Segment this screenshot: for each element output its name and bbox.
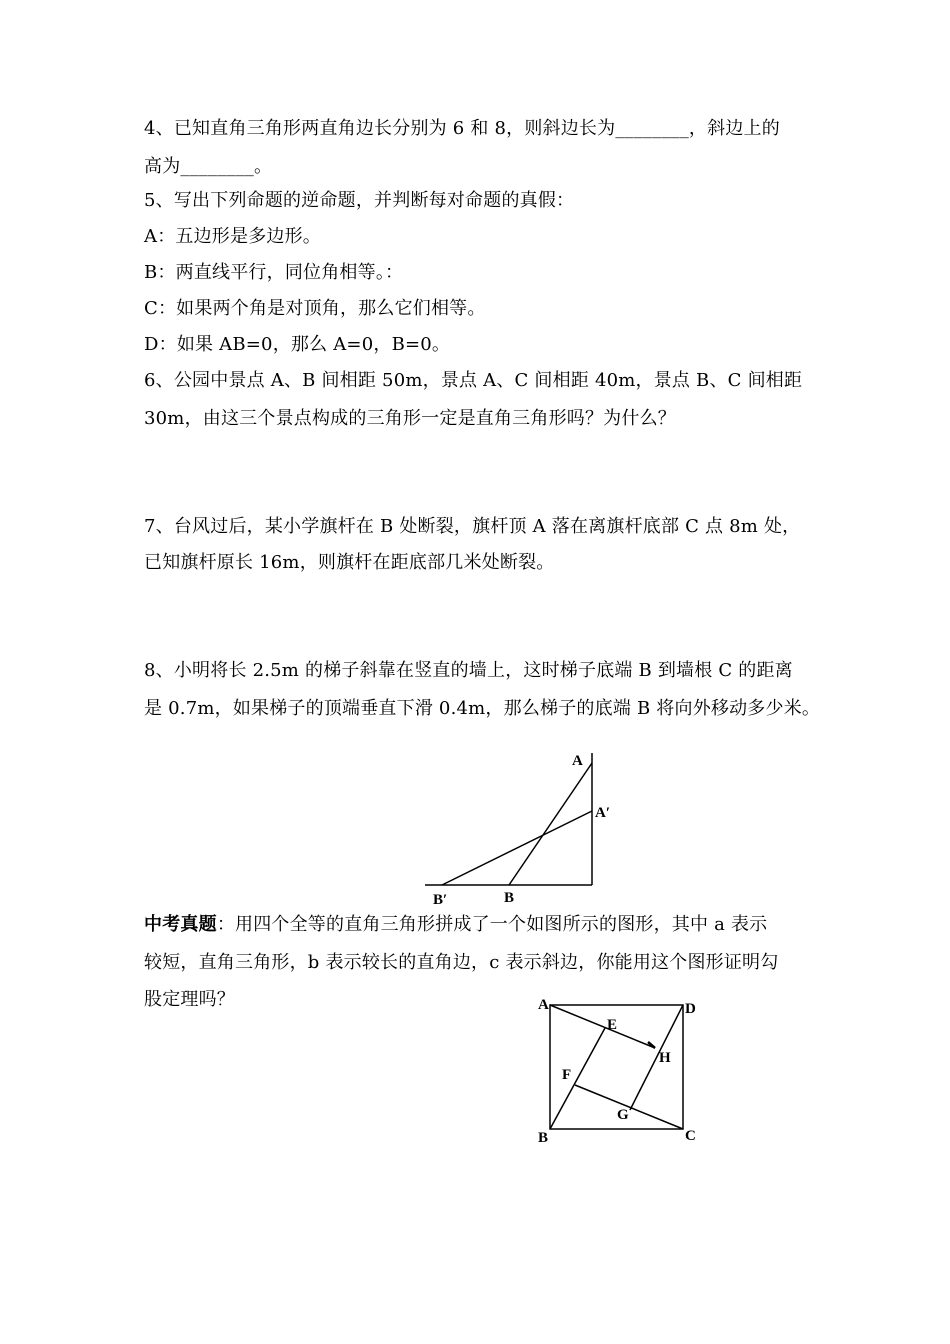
exam-title: 中考真题 — [144, 914, 217, 935]
square-figure — [535, 995, 705, 1155]
label-a: A — [572, 753, 583, 769]
line-d-g — [630, 1005, 683, 1110]
label-b-prime: B′ — [433, 892, 448, 908]
line-c-f — [575, 1085, 683, 1129]
exam-line-3: 股定理吗？ — [144, 989, 235, 1010]
q4-line-1: 4、已知直角三角形两直角边长分别为 6 和 8，则斜边长为________，斜边上的 — [144, 118, 780, 139]
q5-item-b: B：两直线平行，同位角相等。： — [144, 262, 404, 283]
q8-line-1: 8、小明将长 2.5m 的梯子斜靠在竖直的墙上，这时梯子底端 B 到墙根 C 的距离 — [144, 660, 793, 681]
label-e: E — [607, 1017, 618, 1033]
ladder-figure — [420, 745, 620, 910]
exam-line-2: 较短，直角三角形，b 表示较长的直角边，c 表示斜边，你能用这个图形证明勾 — [144, 952, 779, 973]
label-h: H — [659, 1050, 671, 1066]
q7-line-1: 7、台风过后，某小学旗杆在 B 处断裂，旗杆顶 A 落在离旗杆底部 C 点 8m 处， — [144, 516, 801, 537]
ladder-original — [509, 763, 592, 885]
line-a-h — [550, 1005, 655, 1048]
q8-line-2: 是 0.7m，如果梯子的顶端垂直下滑 0.4m，那么梯子的底端 B 将向外移动多少米。 — [144, 698, 821, 719]
exam-line-1 — [144, 914, 767, 936]
label-g: G — [617, 1107, 629, 1123]
label-b: B — [538, 1130, 549, 1146]
label-d: D — [685, 1001, 696, 1017]
q6-line-1: 6、公园中景点 A、B 间相距 50m，景点 A、C 间相距 40m，景点 B、C 间相距 — [144, 370, 803, 391]
label-a: A — [538, 997, 549, 1013]
q4-line-2: 高为________。 — [144, 156, 273, 177]
q6-line-2: 30m，由这三个景点构成的三角形一定是直角三角形吗？为什么？ — [144, 408, 676, 429]
label-f: F — [562, 1067, 572, 1083]
label-c: C — [685, 1128, 696, 1144]
q5-item-c: C：如果两个角是对顶角，那么它们相等。 — [144, 298, 486, 319]
label-b: B — [504, 890, 515, 906]
q5-intro: 5、写出下列命题的逆命题，并判断每对命题的真假： — [144, 190, 575, 211]
q7-line-2: 已知旗杆原长 16m，则旗杆在距底部几米处断裂。 — [144, 552, 555, 573]
q5-item-d: D：如果 AB=0，那么 A=0，B=0。 — [144, 334, 451, 355]
line-b-e — [550, 1028, 605, 1129]
label-a-prime: A′ — [595, 805, 611, 821]
exam-line-1-text: ：用四个全等的直角三角形拼成了一个如图所示的图形，其中 a 表示 — [216, 914, 768, 935]
q5-item-a: A：五边形是多边形。 — [144, 226, 321, 247]
